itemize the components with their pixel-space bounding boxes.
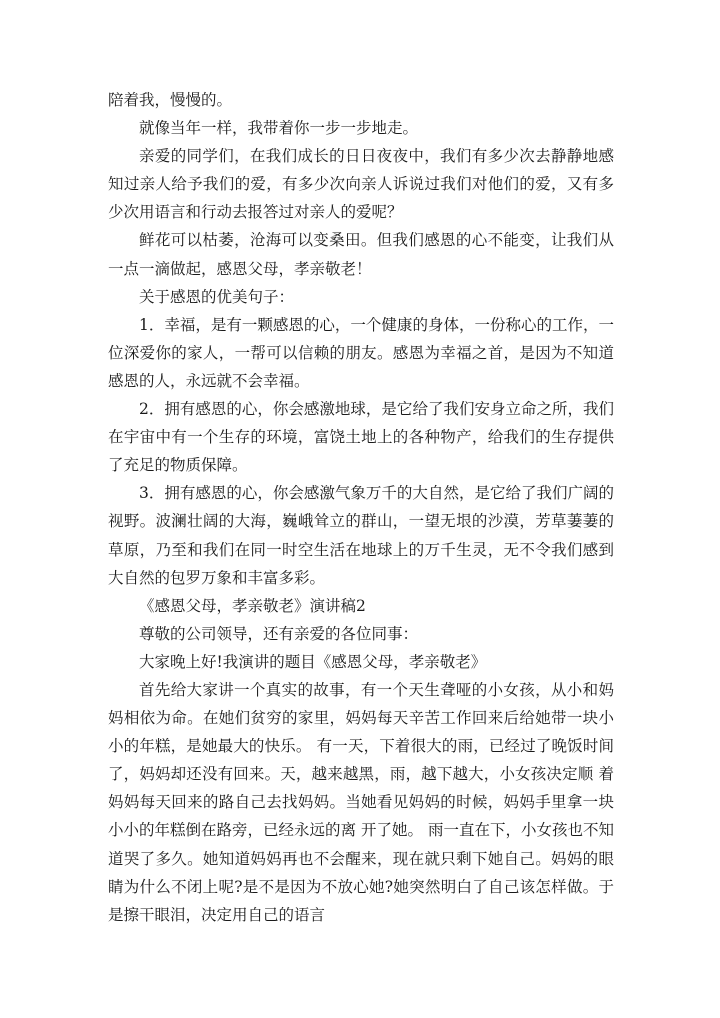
paragraph: 大家晚上好!我演讲的题目《感恩父母，孝亲敬老》 — [139, 652, 487, 671]
paragraph: 亲爱的同学们，在我们成长的日日夜夜中，我们有多少次去静静地感知过亲人给予我们的爱，有多少次向亲人诉说过我们对他们的爱，又有多少次用语言和行动去报答过对亲人的爱呢？ — [108, 147, 614, 222]
speech-title: 《感恩父母，孝亲敬老》演讲稿2 — [139, 596, 366, 615]
list-item: 1．幸福，是有一颗感恩的心，一个健康的身体，一份称心的工作，一位深爱你的家人，一帮可以信赖的朋友。感恩为幸福之首，是因为不知道感恩的人，永远就不会幸福。 — [108, 315, 614, 390]
list-item: 2．拥有感恩的心，你会感激地球，是它给了我们安身立命之所，我们在宇宙中有一个生存的环境，富饶土地上的各种物产，给我们的生存提供了充足的物质保障。 — [108, 400, 614, 475]
salutation: 尊敬的公司领导，还有亲爱的各位同事： — [139, 624, 419, 643]
document-body — [108, 86, 614, 929]
paragraph: 鲜花可以枯萎，沧海可以变桑田。但我们感恩的心不能变，让我们从一点一滴做起，感恩父母，孝亲敬老！ — [108, 231, 614, 278]
section-heading: 关于感恩的优美句子： — [139, 287, 295, 306]
paragraph: 陪着我，慢慢的。 — [108, 91, 233, 109]
paragraph: 首先给大家讲一个真实的故事，有一个天生聋哑的小女孩，从小和妈妈相依为命。在她们贫穷的家里，妈妈每天辛苦工作回来后给她带一块小小的年糕，是她最大的快乐。 有一天，下着很大的雨，已经过了晚饭时间了，妈妈却还没有回来。天，越来越黑，雨，越下越大，小女孩决定顺 着妈妈每天回来的路自己去找妈妈。当她看见妈妈的时候，妈妈手里拿一块小小的年糕倒在路旁，已经永远的离 开了她。 雨一直在下，小女孩也不知道哭了多久。她知道妈妈再也不会醒来，现在就只剩下她自己。妈妈的眼睛为什么不闭上呢?是不是因为不放心她?她突然明白了自己该怎样做。于是擦干眼泪，决定用自己的语言 — [108, 680, 614, 924]
list-item: 3．拥有感恩的心，你会感激气象万千的大自然，是它给了我们广阔的视野。波澜壮阔的大海，巍峨耸立的群山，一望无垠的沙漠，芳草萋萋的草原，乃至和我们在同一时空生活在地球上的万千生灵，无不令我们感到大自然的包罗万象和丰富多彩。 — [108, 484, 614, 587]
paragraph: 就像当年一样，我带着你一步一步地走。 — [139, 119, 419, 138]
